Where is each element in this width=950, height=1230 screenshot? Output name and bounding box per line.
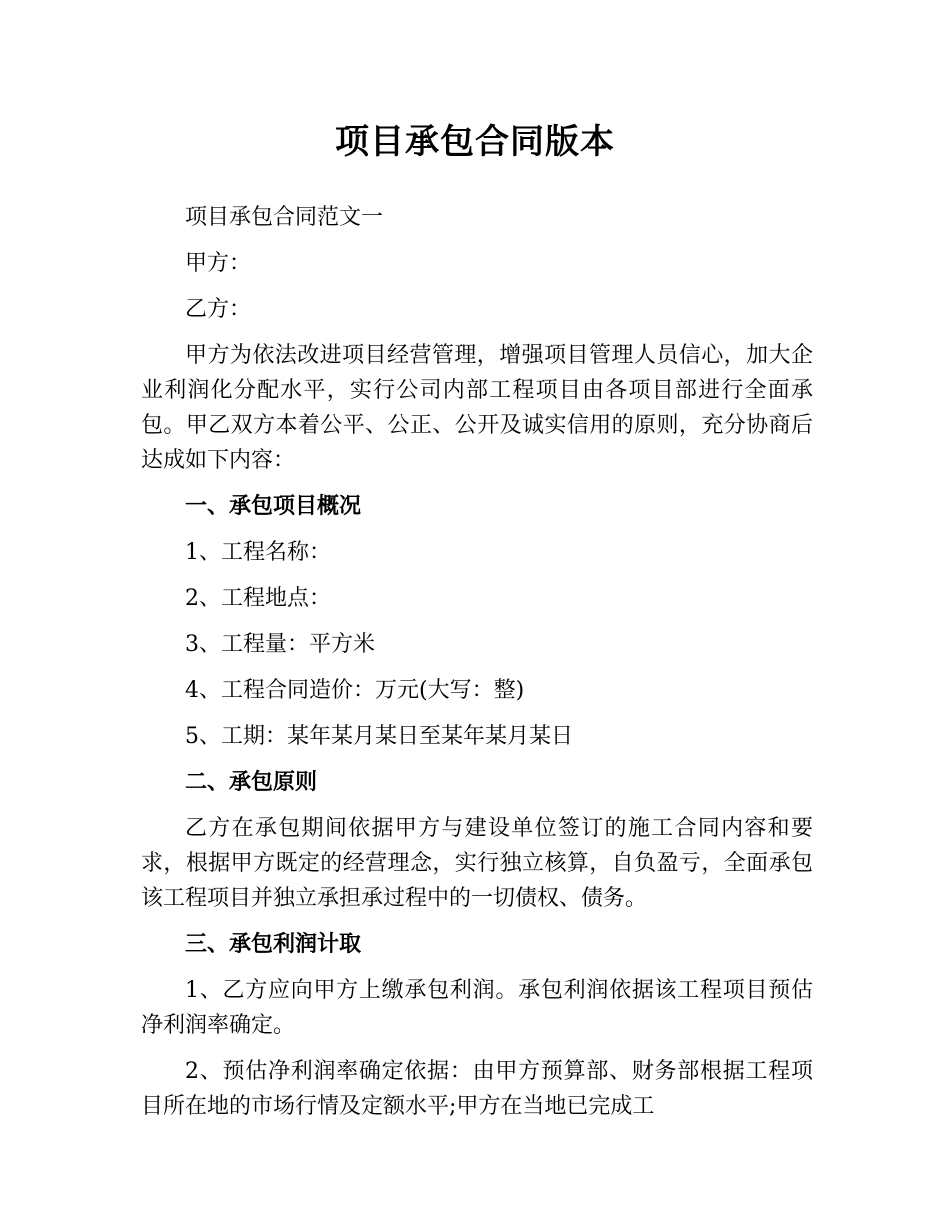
construction-period-line: 5、工期：某年某月某日至某年某月某日 (185, 724, 573, 749)
document-body (141, 200, 813, 1124)
section-heading-project-overview: 一、承包项目概况 (185, 494, 362, 519)
profit-clause-2: 2、预估净利润率确定依据：由甲方预算部、财务部根据工程项目所在地的市场行情及定额水平;甲方在当地已完成工 (141, 1059, 813, 1119)
principles-paragraph: 乙方在承包期间依据甲方与建设单位签订的施工合同内容和要求，根据甲方既定的经营理念，实行独立核算，自负盈亏，全面承包该工程项目并独立承担承过程中的一切债权、债务。 (141, 816, 813, 911)
preamble-paragraph: 甲方为依法改进项目经营管理，增强项目管理人员信心，加大企业利润化分配水平，实行公司内部工程项目由各项目部进行全面承包。甲乙双方本着公平、公正、公开及诚实信用的原则，充分协商后达成如下内容： (141, 343, 813, 473)
section-heading-profit: 三、承包利润计取 (185, 932, 362, 957)
project-name-line: 1、工程名称： (185, 540, 331, 565)
profit-clause-1: 1、乙方应向甲方上缴承包利润。承包利润依据该工程项目预估净利润率确定。 (141, 978, 813, 1038)
section-heading-principles: 二、承包原则 (185, 770, 318, 795)
project-quantity-line: 3、工程量：平方米 (185, 632, 375, 657)
contract-subtitle: 项目承包合同范文一 (185, 205, 384, 230)
party-b-line: 乙方： (185, 297, 252, 322)
document-title: 项目承包合同版本 (335, 122, 615, 162)
project-location-line: 2、工程地点： (185, 586, 331, 611)
party-a-line: 甲方： (185, 251, 252, 276)
contract-price-line: 4、工程合同造价：万元(大写：整) (185, 678, 525, 703)
